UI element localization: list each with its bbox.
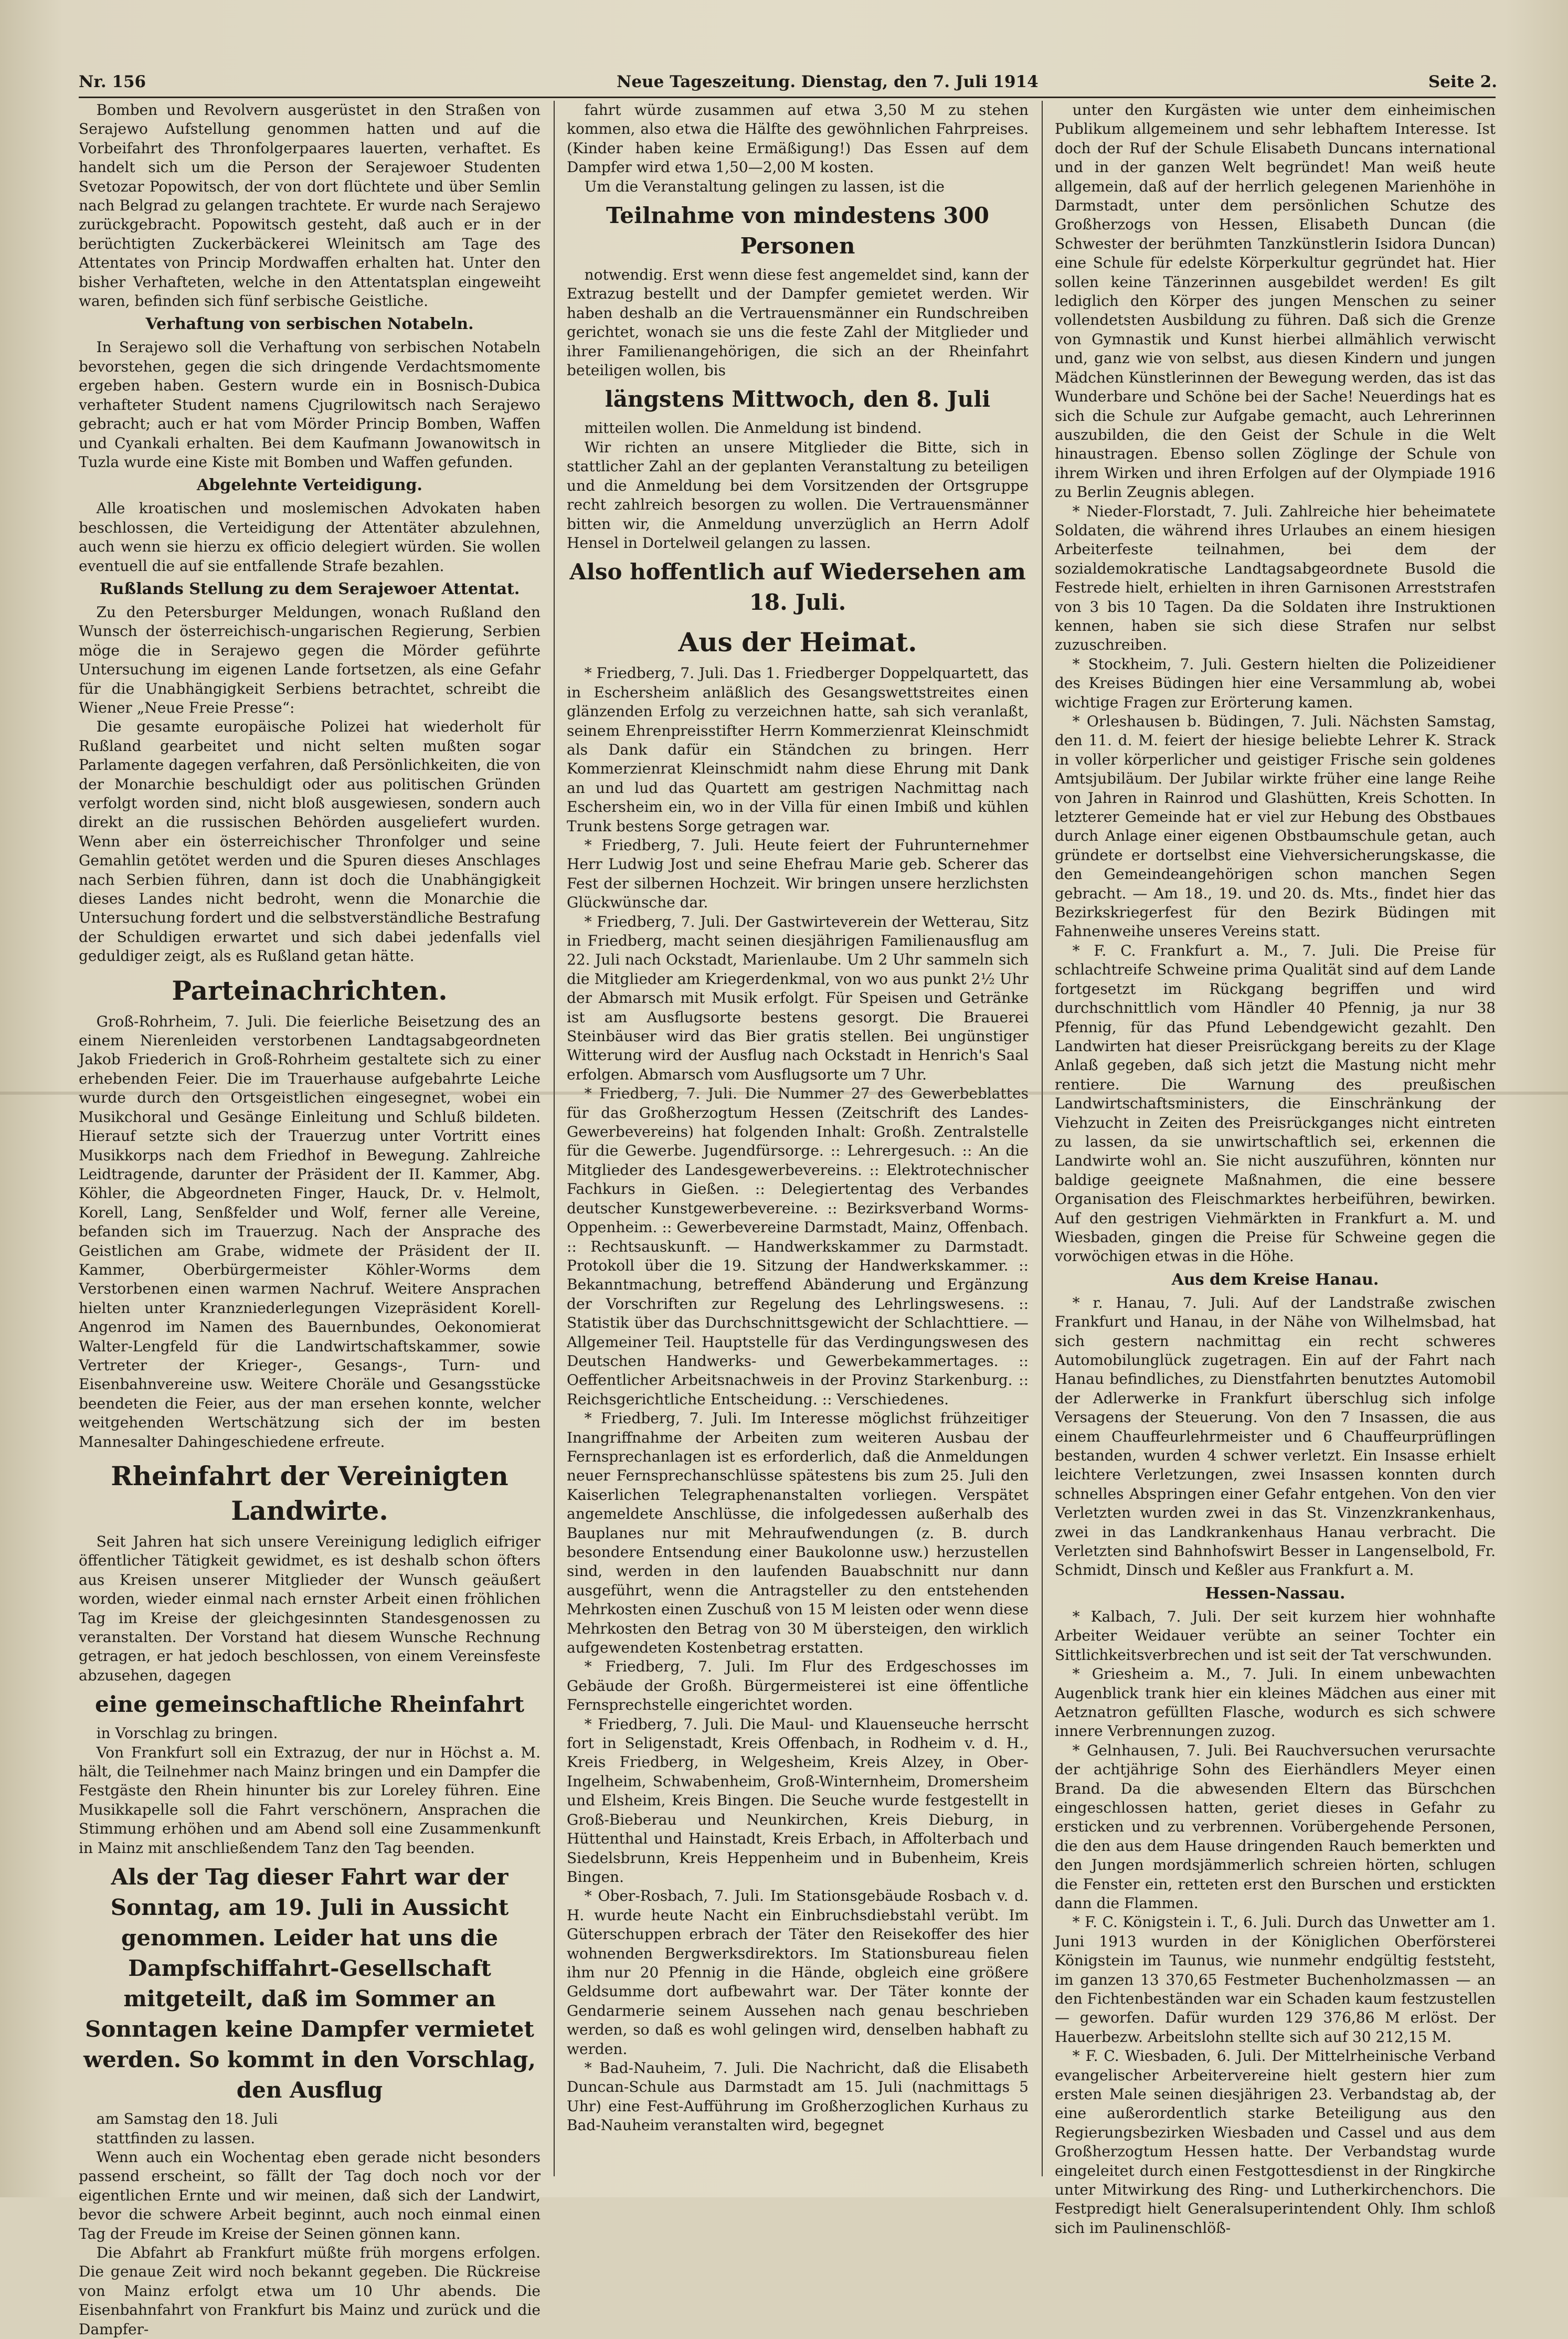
article-paragraph: Seit Jahren hat sich unsere Vereinigung lediglich eifriger öffentlicher Tätigkeit gewidmet, es ist deshalb schon öfters aus Kreisen unserer Mitglieder der Wunsch geäußert worden, wieder einmal nach ernster Arbeit einen fröhlichen Tag im Kreise der gleichgesinnten Standesgenossen zu veranstalten. Der Vorstand hat diesem Wunsche Rechnung getragen, er hat jedoch beschlossen, von einem Vereinsfeste abzusehen, dagegen [79, 1533, 541, 1684]
article-paragraph: am Samstag den 18. Juli [96, 2110, 278, 2128]
article-paragraph: * Friedberg, 7. Juli. Das 1. Friedberger Doppelquartett, das in Eschersheim anläßlich des Gesangswettstreites einen glänzenden Erfolg zu verzeichnen hatte, sah sich veranlaßt, seinem Ehrenpreisstifter Herrn Kommerzienrat Kleinschmidt als Dank dafür ein Ständchen zu bringen. Herr Kommerzienrat Kleinschmidt nahm diese Ehrung mit Dank an und lud das Quartett am gestrigen Nachmittag nach Eschersheim ein, wo in der Villa für einen Imbiß und kühlen Trunk bestens Sorge getragen war. [567, 664, 1029, 835]
article-paragraph: Von Frankfurt soll ein Extrazug, der nur in Höchst a. M. hält, die Teilnehmer nach Mainz bringen und ein Dampfer die Festgäste den Rhein hinunter bis zur Loreley führen. Eine Musikkapelle soll die Fahrt verschönern, Ansprachen die Stimmung erhöhen und am Abend soll eine Zusammenkunft in Mainz mit anschließendem Tanz den Tag beenden. [79, 1743, 541, 1857]
masthead-title: Neue Tageszeitung. Dienstag, den 7. Juli 1914 [617, 72, 1039, 91]
article-paragraph: * Orleshausen b. Büdingen, 7. Juli. Nächsten Samstag, den 11. d. M. feiert der hiesige beliebte Lehrer K. Strack in voller körperlicher und geistiger Frische sein goldenes Amtsjubiläum. Der Jubilar wirkte früher eine lange Reihe von Jahren in Rainrod und Glashütten, Kreis Schotten. In letzterer Gemeinde hat er viel zur Hebung des Obstbaues durch Anlage einer eigenen Obstbaumschule getan, auch gründete er dortselbst eine Viehversicherungskasse, die den Gemeindeangehörigen schon manchen Segen gebracht. — Am 18., 19. und 20. ds. Mts., findet hier das Bezirkskriegerfest für den Bezirk Büdingen mit Fahnenweihe unseres Vereins statt. [1055, 713, 1496, 940]
section-heading: eine gemeinschaftliche Rheinfahrt [94, 1691, 525, 1718]
section-heading: Rußlands Stellung zu dem Serajewoer Attentat. [99, 579, 520, 598]
section-heading: Parteinachrichten. [172, 975, 448, 1006]
article-paragraph: in Vorschlag zu bringen. [96, 1724, 278, 1742]
article-paragraph: Bomben und Revolvern ausgerüstet in den Straßen von Serajewo Aufstellung genommen hatten und auf die Vorbeifahrt des Thronfolgerpaares lauerten, verhaftet. Es handelt sich um die Person der Serajewoer Studenten Svetozar Popowitsch, der von dort flüchtete und über Semlin nach Belgrad zu gelangen trachtete. Er wurde nach Serajewo zurückgebracht. Popowitsch gesteht, daß auch er in der berüchtigten Zuckerbäckerei Wleinitsch am Tage des Attentates von Princip Mordwaffen erhalten hat. Unter den bisher Verhafteten, welche in den Attentatsplan eingeweiht waren, befinden sich fünf serbische Geistliche. [79, 101, 541, 310]
section-heading: Verhaftung von serbischen Notabeln. [145, 315, 474, 334]
article-paragraph: * Friedberg, 7. Juli. Die Nummer 27 des Gewerbeblattes für das Großherzogtum Hessen (Zeitschrift des Landes-Gewerbevereins) hat folgenden Inhalt: Großh. Zentralstelle für die Gewerbe. Jugendfürsorge. :: Lehrergesuch. :: An die Mitglieder des Landesgewerbevereins. :: Elektrotechnischer Fachkurs in Gießen. :: Delegiertentag des Verbandes deutscher Kunstgewerbevereine. :: Bezirksverband Worms-Oppenheim. :: Gewerbevereine Darmstadt, Mainz, Offenbach. :: Rechtsauskunft. — Handwerkskammer zu Darmstadt. Protokoll über die 19. Sitzung der Handwerkskammer. :: Bekanntmachung, betreffend Abänderung und Ergänzung der Vorschriften zur Regelung des Lehrlingswesens. :: Statistik über das Durchschnittsgewicht der Schlachttiere. — Allgemeiner Teil. Hauptstelle für das Verdingungswesen des Deutschen Handwerks- und Gewerbekammertages. :: Oeffentlicher Arbeitsnachweis in der Provinz Starkenburg. :: Reichsgerichtliche Entscheidung. :: Verschiedenes. [567, 1085, 1029, 1408]
section-heading: längstens Mittwoch, den 8. Juli [605, 386, 991, 412]
article-paragraph: * Griesheim a. M., 7. Juli. In einem unbewachten Augenblick trank hier ein kleines Mädchen aus einer mit Aetznatron gefüllten Flasche, wodurch es sich schwere innere Verbrennungen zuzog. [1055, 1665, 1496, 1740]
article-paragraph: In Serajewo soll die Verhaftung von serbischen Notabeln bevorstehen, gegen die sich dringende Verdachtsmomente ergeben haben. Gestern wurde ein in Bosnisch-Dubica verhafteter Student namens Cjugrilowitsch nach Serajewo gebracht; auch er hat vom Mörder Princip Bomben, Waffen und Cyankali erhalten. Bei dem Kaufmann Jowanowitsch in Tuzla wurde eine Kiste mit Bomben und Waffen gefunden. [79, 338, 541, 471]
article-paragraph: * Friedberg, 7. Juli. Die Maul- und Klauenseuche herrscht fort in Seligenstadt, Kreis Offenbach, in Rodheim v. d. H., Kreis Friedberg, in Welgesheim, Kreis Alzey, in Ober-Ingelheim, Schwabenheim, Groß-Winternheim, Dromersheim und Elsheim, Kreis Bingen. Die Seuche wurde festgestellt in Groß-Bieberau und Neunkirchen, Kreis Dieburg, in Hüttenthal und Hainstadt, Kreis Erbach, in Affolterbach und Siedelsbrunn, Kreis Heppenheim und in Bubenheim, Kreis Bingen. [567, 1715, 1029, 1886]
article-paragraph: * Friedberg, 7. Juli. Heute feiert der Fuhrunternehmer Herr Ludwig Jost und seine Ehefrau Marie geb. Scherer das Fest der silbernen Hochzeit. Wir bringen unsere herzlichsten Glückwünsche dar. [567, 836, 1029, 912]
page-number: Seite 2. [1428, 72, 1497, 91]
article-paragraph: Wenn auch ein Wochentag eben gerade nicht besonders passend erscheint, so fällt der Tag doch noch vor der eigentlichen Ernte und wir meinen, daß sich der Landwirt, bevor die schwere Arbeit beginnt, auch noch einmal einen Tag der Freude im Kreise der Seinen gönnen kann. [79, 2148, 541, 2242]
article-paragraph: stattfinden zu lassen. [96, 2129, 256, 2147]
article-paragraph: Die gesamte europäische Polizei hat wiederholt für Rußland gearbeitet und nicht selten mußten sogar Parlamente dagegen verfahren, daß Persönlichkeiten, die von der Monarchie beschuldigt oder aus politischen Gründen verfolgt worden sind, nicht bloß ausgewiesen, sondern auch direkt an die russischen Behörden ausgeliefert wurden. Wenn aber ein österreichischer Thronfolger und seine Gemahlin getötet werden und die Spuren dieses Anschlages nach Serbien führen, dann ist doch die Unabhängigkeit dieses Landes nicht bedroht, wenn die Monarchie die Untersuchung fordert und die selbstverständliche Bestrafung der Schuldigen erwartet und sich dabei jedenfalls viel geduldiger zeigt, als es Rußland getan hätte. [79, 718, 541, 965]
masthead-rule [79, 97, 1496, 98]
article-paragraph: * r. Hanau, 7. Juli. Auf der Landstraße zwischen Frankfurt und Hanau, in der Nähe von Wilhelmsbad, hat sich gestern nachmittag ein recht schweres Automobilunglück zugetragen. Ein auf der Fahrt nach Hanau befindliches, zu Dienstfahrten benutztes Automobil der Adlerwerke in Frankfurt überschlug sich infolge Versagens der Steuerung. Von den 7 Insassen, die aus einem Chauffeurlehrmeister und 6 Chauffeurprüflingen bestanden, wurden 4 schwer verletzt. Ein Insasse erhielt leichtere Verletzungen, zwei Insassen konnten durch schnelles Abspringen einer Gefahr entgehen. Von den vier Verletzten wurden zwei in das St. Vinzenzkrankenhaus, zwei in das Landkrankenhaus Hanau verbracht. Die Verletzten sind Bahnhofswirt Besser in Langenselbold, Fr. Schmidt, Dinsch und Keßler aus Frankfurt a. M. [1055, 1294, 1496, 1579]
article-paragraph: * Stockheim, 7. Juli. Gestern hielten die Polizeidiener des Kreises Büdingen hier eine Versammlung ab, wobei wichtige Fragen zur Erörterung kamen. [1055, 655, 1496, 711]
article-paragraph: * Friedberg, 7. Juli. Im Flur des Erdgeschosses im Gebäude der Großh. Bürgermeisterei ist eine öffentliche Fernsprechstelle eingerichtet worden. [567, 1658, 1029, 1714]
article-paragraph: Groß-Rohrheim, 7. Juli. Die feierliche Beisetzung des an einem Nierenleiden verstorbenen Landtagsabgeordneten Jakob Friederich in Groß-Rohrheim gestaltete sich zu einer erhebenden Feier. Die im Trauerhause aufgebahrte Leiche wurde durch den Ortsgeistlichen eingesegnet, wobei ein Musikchoral und Gesänge Einleitung und Schluß bildeten. Hierauf setzte sich der Trauerzug unter Vortritt eines Musikkorps nach dem Friedhof in Bewegung. Zahlreiche Leidtragende, darunter der Präsident der II. Kammer, Abg. Köhler, die Abgeordneten Finger, Hauck, Dr. v. Helmolt, Korell, Lang, Senßfelder und Wolf, ferner alle Vereine, befanden sich im Trauerzug. Nach der Ansprache des Geistlichen am Grabe, widmete der Präsident der II. Kammer, Oberbürgermeister Köhler-Worms dem Verstorbenen einen warmen Nachruf. Weitere Ansprachen hielten unter Kranzniederlegungen Vizepräsident Korell-Angenrod im Namen des Bauernbundes, Oekonomierat Walter-Lengfeld für die Landwirtschaftskammer, sowie Vertreter der Krieger-, Gesangs-, Turn- und Eisenbahnvereine usw. Weitere Choräle und Gesangsstücke beendeten die Feier, aus der man ersehen konnte, welcher weitgehenden Wertschätzung sich der im besten Mannesalter Dahingeschiedene erfreute. [79, 1012, 541, 1451]
article-paragraph: * F. C. Königstein i. T., 6. Juli. Durch das Unwetter am 1. Juni 1913 wurden in der Königlichen Oberförsterei Königstein im Taunus, wie nunmehr endgültig feststeht, im ganzen 13 370,65 Festmeter Buchenholzmassen — an den Fichtenbeständen war ein Schaden kaum festzustellen — geworfen. Dafür wurden 129 376,86 M erlöst. Der Hauerbezw. Arbeitslohn stellte sich auf 30 212,15 M. [1055, 1913, 1496, 2046]
article-paragraph: unter den Kurgästen wie unter dem einheimischen Publikum allgemeinem und sehr lebhaftem Interesse. Ist doch der Ruf der Schule Elisabeth Duncans international und in der ganzen Welt begründet! Man weiß heute allgemein, daß auf der herrlich gelegenen Marienhöhe in Darmstadt, unter dem persönlichen Schutze des Großherzogs von Hessen, Elisabeth Duncan (die Schwester der berühmten Tanzkünstlerin Isidora Duncan) eine Schule für edelste Körperkultur gegründet hat. Hier sollen keine Tänzerinnen ausgebildet werden! Es gilt lediglich den Körper des jungen Menschen zu seiner vollendetsten Ausbildung zu führen. Daß sich die Grenze von Gymnastik und Kunst hierbei allmählich verwischt und, ganz wie von selbst, aus diesen Kindern und jungen Mädchen Künstlerinnen der Bewegung werden, das ist das Wunderbare und Schöne bei der Sache! Neuerdings hat es sich die Schule zur Aufgabe gemacht, auch Lehrerinnen auszubilden, die den Geist der Schule in die Welt hinaustragen. Ebenso sollen Zöglinge der Schule von ihrem Wirken und ihren Erfolgen auf der Olympiade 1916 zu Berlin Zeugnis ablegen. [1055, 101, 1496, 501]
column-divider [554, 101, 555, 2176]
section-heading: Aus der Heimat. [678, 627, 917, 658]
article-paragraph: Um die Veranstaltung gelingen zu lassen, ist die [584, 177, 945, 195]
section-heading: Rheinfahrt der Vereinigten Landwirte. [111, 1460, 508, 1526]
article-paragraph: Zu den Petersburger Meldungen, wonach Rußland den Wunsch der österreichisch-ungarischen Regierung, Serbien möge die in Serajewo gegen die Mörder geführte Untersuchung im eigenen Lande fortsetzen, als eine Gefahr für die Unabhängigkeit Serbiens betrachtet, schreibt die Wiener „Neue Freie Presse“: [79, 603, 541, 716]
article-paragraph: * Kalbach, 7. Juli. Der seit kurzem hier wohnhafte Arbeiter Weidauer verübte an seiner Tochter ein Sittlichkeitsverbrechen und ist seit der Tat verschwunden. [1055, 1607, 1496, 1664]
article-paragraph: * Friedberg, 7. Juli. Der Gastwirteverein der Wetterau, Sitz in Friedberg, macht seinen diesjährigen Familienausflug am 22. Juli nach Ockstadt, Marienlaube. Um 2 Uhr sammeln sich die Mitglieder am Kriegerdenkmal, von wo aus punkt 2½ Uhr der Abmarsch mit Musik erfolgt. Für Speisen und Getränke ist am Ausflugsorte bestens gesorgt. Die Brauerei Steinbäuser wird das Bier gratis stellen. Bei ungünstiger Witterung wird der Ausflug nach Ockstadt in Henrich's Saal erfolgen. Abmarsch vom Ausflugsorte um 7 Uhr. [567, 913, 1029, 1083]
issue-number: Nr. 156 [79, 72, 146, 91]
article-paragraph: mitteilen wollen. Die Anmeldung ist bindend. [584, 419, 922, 437]
article-paragraph: * Nieder-Florstadt, 7. Juli. Zahlreiche hier beheimatete Soldaten, die während ihres Urlaubes an einem hiesigen Arbeiterfeste teilnahmen, bei dem der sozialdemokratische Landtagsabgeordnete Busold die Festrede hielt, erhielten in ihren Garnisonen Arreststrafen von 3 bis 10 Tagen. Da die Soldaten ihre Instruktionen kennen, haben sie sich diese Strafen nur selbst zuzuschreiben. [1055, 502, 1496, 654]
paper-fold [0, 1092, 1568, 1095]
article-paragraph: * F. C. Frankfurt a. M., 7. Juli. Die Preise für schlachtreife Schweine prima Qualität sind auf dem Lande fortgesetzt im Rückgang begriffen und wird durchschnittlich vom Händler 40 Pfennig, ja nur 38 Pfennig, für das Pfund Lebendgewicht gezahlt. Den Landwirten hat dieser Preisrückgang bereits zu der Klage Anlaß gegeben, daß sich jetzt die Mastung nicht mehr rentiere. Die Warnung des preußischen Landwirtschaftsministers, die Einschränkung der Viehzucht in Zeiten des Preisrückganges nicht eintreten zu lassen, da sie unwirtschaftlich sei, erkennen die Landwirte wohl an. Sie nicht auszuführen, könnten nur baldige geeignete Maßnahmen, die eine bessere Organisation des Fleischmarktes herbeiführen, bewirken. Auf den gestrigen Viehmärkten in Frankfurt a. M. und Wiesbaden, gingen die Preise für Schweine gegen die vorwöchigen etwas in die Höhe. [1055, 941, 1496, 1265]
column-2 [567, 101, 1029, 2176]
column-1 [79, 101, 541, 2338]
column-3 [1055, 101, 1496, 2237]
column-divider [1042, 101, 1043, 2176]
section-heading: Als der Tag dieser Fahrt war der Sonntag, am 19. Juli in Aussicht genommen. Leider hat uns die Dampfschiffahrt-Gesellschaft mitgeteilt, daß im Sommer an Sonntagen keine Dampfer vermietet werden. So kommt in den Vorschlag, den Ausflug [83, 1864, 536, 2103]
section-heading: Hessen-Nassau. [1205, 1584, 1345, 1603]
article-paragraph: Wir richten an unsere Mitglieder die Bitte, sich in stattlicher Zahl an der geplanten Veranstaltung zu beteiligen und die Anmeldung bei dem Vorsitzenden der Ortsgruppe recht zahlreich besorgen zu wollen. Die Vertrauensmänner bitten wir, die Anmeldung unverzüglich an Herrn Adolf Hensel in Dortelweil gelangen zu lassen. [567, 438, 1029, 552]
article-paragraph: * Friedberg, 7. Juli. Im Interesse möglichst frühzeitiger Inangriffnahme der Arbeiten zum weiteren Ausbau der Fernsprechanlagen ist es erforderlich, daß die Anmeldungen neuer Fernsprechanschlüsse spätestens bis zum 25. Juli den Kaiserlichen Telegraphenanstalten vorliegen. Verspätet angemeldete Anschlüsse, die infolgedessen außerhalb des Bauplanes nur mit Mehraufwendungen (z. B. durch besondere Entsendung einer Baukolonne usw.) herzustellen sind, werden in den laufenden Bauabschnitt nur dann ausgeführt, wenn die Antragsteller zu den entstehenden Mehrkosten einen Zuschuß von 15 M leisten oder wenn diese Mehrkosten den Betrag von 30 M übersteigen, den wirklich aufgewendeten Kostenbetrag erstatten. [567, 1410, 1029, 1657]
article-paragraph: Alle kroatischen und moslemischen Advokaten haben beschlossen, die Verteidigung der Attentäter abzulehnen, auch wenn sie hierzu ex officio delegiert würden. Sie wollen eventuell die auf sie entfallende Strafe bezahlen. [79, 500, 541, 575]
article-paragraph: * Gelnhausen, 7. Juli. Bei Rauchversuchen verursachte der achtjährige Sohn des Eierhändlers Meyer einen Brand. Da die abwesenden Eltern das Bürschchen eingeschlossen hatten, geriet dieses in Gefahr zu ersticken und zu verbrennen. Vorübergehende Personen, die den aus dem Hause dringenden Rauch bemerkten und den Jungen mordsjämmerlich schreien hörten, schlugen die Fenster ein, retteten erst den Burschen und erstickten dann die Flammen. [1055, 1741, 1496, 1912]
article-paragraph: * Bad-Nauheim, 7. Juli. Die Nachricht, daß die Elisabeth Duncan-Schule aus Darmstadt am 15. Juli (nachmittags 5 Uhr) eine Fest-Aufführung im Großherzoglichen Kurhaus zu Bad-Nauheim veranstalten wird, begegnet [567, 2059, 1029, 2134]
article-paragraph: Die Abfahrt ab Frankfurt müßte früh morgens erfolgen. Die genaue Zeit wird noch bekannt gegeben. Die Rückreise von Mainz erfolgt etwa um 10 Uhr abends. Die Eisenbahnfahrt von Frankfurt bis Mainz und zurück und die Dampfer- [79, 2243, 541, 2338]
article-paragraph: * Ober-Rosbach, 7. Juli. Im Stationsgebäude Rosbach v. d. H. wurde heute Nacht ein Einbruchsdiebstahl verübt. Im Güterschuppen erbrach der Täter den Reisekoffer des hier wohnenden Bergwerksdirektors. Im Stationsbureau fielen ihm nur 20 Pfennig in die Hände, obgleich eine größere Geldsumme dort aufbewahrt war. Der Täter konnte der Gendarmerie seinem Aussehen nach genau beschrieben werden, so daß es wohl gelingen wird, denselben habhaft zu werden. [567, 1887, 1029, 2058]
article-paragraph: fahrt würde zusammen auf etwa 3,50 M zu stehen kommen, also etwa die Hälfte des gewöhnlichen Fahrpreises. (Kinder haben keine Ermäßigung!) Das Essen auf dem Dampfer wird etwa 1,50—2,00 M kosten. [567, 101, 1029, 176]
article-paragraph: * F. C. Wiesbaden, 6. Juli. Der Mittelrheinische Verband evangelischer Arbeitervereine hielt gestern hier zum ersten Male seinen diesjährigen 23. Verbandstag ab, der eine außerordentlich starke Beteiligung aus den Regierungsbezirken Wiesbaden und Cassel und aus dem Großherzogtum Hessen hatte. Der Verbandstag wurde eingeleitet durch einen Festgottesdienst in der Ringkirche unter Mitwirkung des Ring- und Lutherkirchenchors. Die Festpredigt hielt Generalsuperintendent Ohly. Ihm schloß sich im Paulinenschlöß- [1055, 2047, 1496, 2237]
section-heading: Abgelehnte Verteidigung. [197, 476, 422, 495]
section-heading: Also hoffentlich auf Wiedersehen am 18. Juli. [569, 559, 1026, 616]
article-paragraph: notwendig. Erst wenn diese fest angemeldet sind, kann der Extrazug bestellt und der Dampfer gemietet werden. Wir haben deshalb an die Vertrauensmänner ein Rundschreiben gerichtet, wonach sie uns die feste Zahl der Mitglieder und ihrer Familienangehörigen, die sich an der Rheinfahrt beteiligen wollen, bis [567, 266, 1029, 379]
section-heading: Teilnahme von mindestens 300 Personen [606, 203, 989, 259]
section-heading: Aus dem Kreise Hanau. [1171, 1270, 1379, 1289]
